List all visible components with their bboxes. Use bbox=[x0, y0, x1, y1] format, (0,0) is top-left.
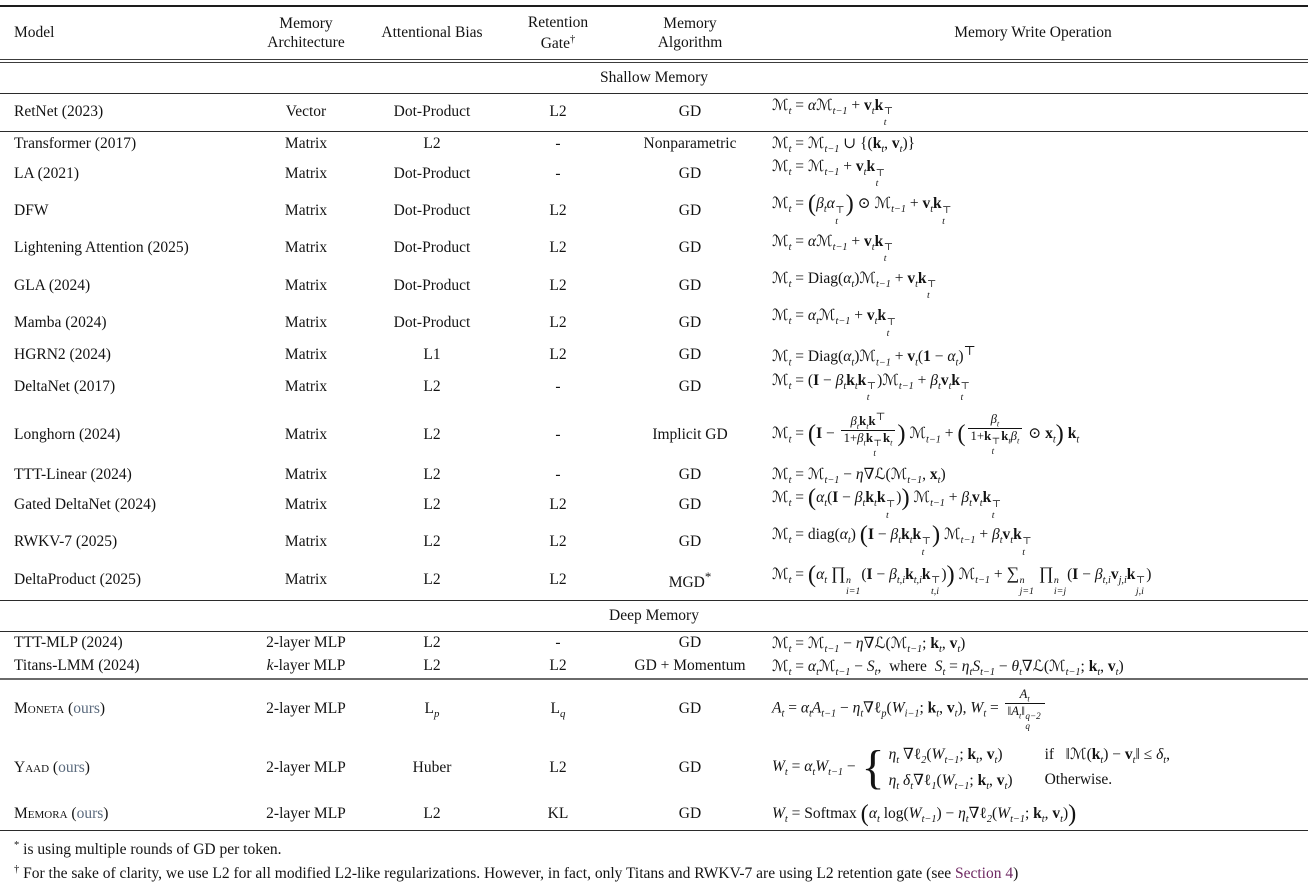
col-header-memory-write-operation: Memory Write Operation bbox=[954, 24, 1112, 42]
retention-gate-cell: L2 bbox=[549, 313, 567, 331]
memory-algorithm-cell: Implicit GD bbox=[652, 425, 728, 443]
attentional-bias-cell: Dot-Product bbox=[393, 276, 471, 294]
retention-gate-cell: - bbox=[555, 425, 561, 443]
memory-algorithm-cell: GD bbox=[678, 700, 702, 718]
retention-gate-cell: L2 bbox=[549, 103, 567, 121]
attentional-bias-cell: L2 bbox=[423, 378, 441, 396]
memory-architecture-cell: Matrix bbox=[284, 345, 328, 363]
model-cell: TTT-MLP (2024) bbox=[14, 634, 123, 652]
table-row bbox=[0, 463, 1308, 486]
memory-write-operation-cell: ℳ$_t$ = $\alpha_tℳ_{t-1} - S_t$, where $S_t = \eta_tS_{t-1}$ − $\theta_t\nabla ℒ(ℳ_{t-1}$; $k_t$, $v_t$) bbox=[772, 657, 1124, 679]
memory-architecture-cell: Matrix bbox=[284, 465, 328, 483]
col-header-memory-architecture: Memory Architecture bbox=[267, 14, 345, 52]
section-title: Shallow Memory bbox=[599, 68, 709, 86]
table-row bbox=[0, 738, 1308, 797]
table-header bbox=[0, 6, 1308, 61]
memory-algorithm-cell: GD + Momentum bbox=[634, 657, 746, 675]
memory-algorithm-cell: GD bbox=[678, 103, 702, 121]
table-row bbox=[0, 230, 1308, 267]
model-cell: RWKV-7 (2025) bbox=[14, 533, 118, 551]
attentional-bias-cell: Huber bbox=[412, 758, 452, 776]
memory-architecture-cell: Matrix bbox=[284, 425, 328, 443]
model-cell: TTT-Linear (2024) bbox=[14, 465, 132, 483]
table-row bbox=[0, 406, 1308, 463]
memory-architecture-cell: Matrix bbox=[284, 134, 328, 152]
memory-write-operation-cell: ℳ$_t$ = $Diag(\alpha_t)ℳ_{t-1} + v_tk$ ⊤ t bbox=[772, 269, 937, 302]
table-row bbox=[0, 631, 1308, 655]
memory-write-operation-cell: ℳ$_t$ = ($\alpha_t$ ∏ n i=1 ($I - \beta_{t,i}k_{t,i}k$ ⊤ t,i )) ℳ$_{t-1}$ + ∑ n j=1 ∏ n i=j ($I - \beta_{t,i}v_{j,i}k$ ⊤ j,i ) bbox=[772, 560, 1152, 598]
memory-write-operation-cell: $W_t = \alpha_tW_{t-1}$ − { $\eta_t$ $\nabla\ell_2(W_{t-1}$; $k_t$, $v_t$) if $‖ℳ(k_t)$ − $v_t‖ \le \delta_t$, $\eta_t$ $\delta_t\nabla\ell_1(W_{t-1}$; $k_t$, $v_t$) Otherwise. bbox=[772, 740, 1171, 794]
memory-architecture-cell: Matrix bbox=[284, 571, 328, 589]
model-cell: Lightening Attention (2025) bbox=[14, 239, 189, 257]
table-row bbox=[0, 655, 1308, 679]
attentional-bias-cell: L2 bbox=[423, 804, 441, 822]
memory-write-operation-cell: $A_t = \alpha_tA_{t-1}$ − $\eta_t\nabla\ell_p(W_{i-1}$; $k_t$, $v_t$), $W_t$ = $A_t$ $‖A_t‖$ q−2 q bbox=[758, 679, 1308, 738]
memory-architecture-cell: Matrix bbox=[284, 239, 328, 257]
retention-gate-cell: - bbox=[555, 164, 561, 182]
section bbox=[0, 600, 1308, 631]
memory-write-operation-cell: ℳ$_t$ = $diag(\alpha_t) (I - \beta_tk_tk$ ⊤ t ) ℳ$_{t-1}$ + $\beta_tv_tk$ ⊤ t bbox=[772, 521, 1032, 558]
memory-architecture-cell: Vector bbox=[285, 103, 327, 121]
attentional-bias-cell: L2 bbox=[423, 134, 441, 152]
attentional-bias-cell: L1 bbox=[423, 345, 441, 363]
memory-models-table bbox=[0, 5, 1308, 831]
memory-write-operation-cell: ℳ$_t$ = ($\alpha_t(I - \beta_tk_tk$ ⊤ t )) ℳ$_{t-1}$ + $\beta_tv_tk$ ⊤ t bbox=[772, 484, 1002, 521]
attentional-bias-cell: Dot-Product bbox=[393, 313, 471, 331]
memory-architecture-cell: Matrix bbox=[284, 164, 328, 182]
attentional-bias-cell: L2 bbox=[423, 657, 441, 675]
attentional-bias-cell: L2 bbox=[423, 634, 441, 652]
section-4-link[interactable]: Section 4 bbox=[955, 865, 1014, 883]
table-row bbox=[0, 304, 1308, 341]
model-cell: LA (2021) bbox=[14, 164, 80, 182]
memory-write-operation-cell: ℳ$_t$ = (I − $\beta_tk_tk^⊤$ $1+\beta_tk$ ⊤ t $k_t$ ) ℳ$_{t-1}$ + ( $\beta_t$ 1+k ⊤ t $k_t\beta_t$ ⊙ $x_t$) $k_t$ bbox=[772, 411, 1080, 459]
header-row bbox=[0, 6, 1308, 61]
model-cell: HGRN2 (2024) bbox=[14, 345, 111, 363]
attentional-bias-cell: Dot-Product bbox=[393, 103, 471, 121]
retention-gate-cell: - bbox=[555, 134, 561, 152]
footnote-dagger: † For the sake of clarity, we use L2 for all modified L2-like regularizations. However, in fact, only Titans and RWKV-7 are using L2 retention gate (see Section 4) bbox=[14, 864, 1019, 883]
memory-algorithm-cell: GD bbox=[678, 533, 702, 551]
retention-gate-cell: L2 bbox=[549, 533, 567, 551]
retention-gate-cell: L2 bbox=[549, 758, 567, 776]
table-row bbox=[0, 93, 1308, 131]
memory-write-operation-cell: ℳ$_t$ = αℳ$_{t-1}$ + $v_tk$ ⊤ t bbox=[772, 96, 894, 129]
memory-write-operation-cell: ℳ$_t$ = ℳ$_{t-1}$ ∪ {($k_t$, $v_t$)} bbox=[772, 135, 916, 156]
memory-write-operation-cell: ℳ$_t$ = $Diag(\alpha_t)ℳ_{t-1} + v_t(1 - \alpha_t)^⊤$ bbox=[772, 343, 976, 369]
retention-gate-cell: L2 bbox=[549, 201, 567, 219]
memory-architecture-cell: k-layer MLP bbox=[266, 657, 346, 675]
memory-algorithm-cell: GD bbox=[678, 758, 702, 776]
model-cell: Memora (ours) bbox=[14, 804, 109, 822]
attentional-bias-cell: L2 bbox=[423, 425, 441, 443]
model-cell: Mamba (2024) bbox=[14, 313, 107, 331]
retention-gate-cell: - bbox=[555, 378, 561, 396]
section-header-row bbox=[0, 61, 1308, 94]
model-cell: GLA (2024) bbox=[14, 276, 91, 294]
attentional-bias-cell: $L_p$ bbox=[424, 700, 440, 721]
memory-algorithm-cell: GD bbox=[678, 313, 702, 331]
section-title: Deep Memory bbox=[609, 606, 699, 624]
row-group bbox=[0, 631, 1308, 679]
row-group bbox=[0, 132, 1308, 601]
model-cell: DeltaNet (2017) bbox=[14, 378, 116, 396]
retention-gate-cell: L2 bbox=[549, 239, 567, 257]
footnote-star: * is using multiple rounds of GD per token. bbox=[14, 840, 282, 859]
memory-write-operation-cell: $W_t$ = Softmax ($\alpha_t$ $\log(W_{t-1})$ − $\eta_t\nabla\ell_2(W_{t-1}$; $k_t$, $v_t$)) bbox=[772, 800, 1077, 828]
model-cell: DeltaProduct (2025) bbox=[14, 571, 141, 589]
attentional-bias-cell: Dot-Product bbox=[393, 164, 471, 182]
memory-architecture-cell: 2-layer MLP bbox=[266, 634, 346, 652]
memory-algorithm-cell: GD bbox=[678, 345, 702, 363]
col-header-retention-gate: Retention Gate† bbox=[527, 14, 589, 52]
model-cell: Transformer (2017) bbox=[14, 134, 137, 152]
model-cell: Yaad (ours) bbox=[14, 758, 90, 776]
col-header-model: Model bbox=[14, 24, 55, 42]
col-header-memory-algorithm: Memory Algorithm bbox=[657, 14, 723, 52]
retention-gate-cell: L2 bbox=[549, 276, 567, 294]
retention-gate-cell: $L_q$ bbox=[550, 700, 566, 721]
memory-architecture-cell: Matrix bbox=[284, 378, 328, 396]
table-row bbox=[0, 369, 1308, 406]
attentional-bias-cell: Dot-Product bbox=[393, 239, 471, 257]
table-row bbox=[0, 341, 1308, 368]
memory-architecture-cell: Matrix bbox=[284, 276, 328, 294]
table-row bbox=[0, 561, 1308, 601]
memory-write-operation-cell: ℳ$_t$ = ($I - \beta_tk_tk$ ⊤ t )ℳ$_{t-1}$ + $\beta_tv_tk$ ⊤ t bbox=[772, 371, 970, 403]
model-cell: RetNet (2023) bbox=[14, 103, 104, 121]
table-row bbox=[0, 267, 1308, 304]
memory-write-operation-cell: ℳ$_t$ = αℳ$_{t-1}$ + $v_tk$ ⊤ t bbox=[772, 232, 894, 264]
model-cell: Longhorn (2024) bbox=[14, 425, 121, 443]
memory-write-operation-cell: ℳ$_t$ = ℳ$_{t-1}$ − η∇ℒ(ℳ$_{t-1}$; $k_t$, $v_t$) bbox=[772, 634, 966, 656]
col-header-attentional-bias: Attentional Bias bbox=[381, 24, 483, 42]
model-cell: Gated DeltaNet (2024) bbox=[14, 495, 157, 513]
retention-gate-cell: L2 bbox=[549, 495, 567, 513]
row-group bbox=[0, 679, 1308, 831]
memory-algorithm-cell: GD bbox=[678, 378, 702, 396]
memory-algorithm-cell: GD bbox=[678, 465, 702, 483]
retention-gate-cell: - bbox=[555, 634, 561, 652]
memory-architecture-cell: Matrix bbox=[284, 533, 328, 551]
table-row bbox=[0, 192, 1308, 229]
memory-algorithm-cell: MGD* bbox=[668, 568, 712, 591]
model-cell: DFW bbox=[14, 201, 49, 219]
model-cell: Titans-LMM (2024) bbox=[14, 657, 140, 675]
table-row bbox=[0, 523, 1308, 560]
attentional-bias-cell: Dot-Product bbox=[393, 201, 471, 219]
table-row bbox=[0, 155, 1308, 192]
retention-gate-cell: L2 bbox=[549, 657, 567, 675]
row-group bbox=[0, 93, 1308, 131]
memory-architecture-cell: 2-layer MLP bbox=[266, 758, 346, 776]
table-row bbox=[0, 132, 1308, 156]
attentional-bias-cell: L2 bbox=[423, 465, 441, 483]
memory-algorithm-cell: GD bbox=[678, 495, 702, 513]
memory-algorithm-cell: GD bbox=[678, 804, 702, 822]
memory-architecture-cell: 2-layer MLP bbox=[266, 804, 346, 822]
memory-algorithm-cell: GD bbox=[678, 164, 702, 182]
section bbox=[0, 61, 1308, 94]
table-row bbox=[0, 797, 1308, 831]
memory-write-operation-cell: ℳ$_t$ = $\alpha_tℳ_{t-1} + v_tk$ ⊤ t bbox=[772, 307, 896, 339]
memory-algorithm-cell: GD bbox=[678, 276, 702, 294]
memory-algorithm-cell: GD bbox=[678, 634, 702, 652]
memory-algorithm-cell: Nonparametric bbox=[643, 134, 737, 152]
retention-gate-cell: L2 bbox=[549, 345, 567, 363]
memory-algorithm-cell: GD bbox=[678, 201, 702, 219]
memory-architecture-cell: Matrix bbox=[284, 313, 328, 331]
retention-gate-cell: L2 bbox=[549, 571, 567, 589]
attentional-bias-cell: L2 bbox=[423, 495, 441, 513]
memory-algorithm-cell: GD bbox=[678, 239, 702, 257]
section-header-row bbox=[0, 600, 1308, 631]
memory-write-operation-cell: ℳ$_t$ = ℳ$_{t-1}$ − η∇ℒ(ℳ$_{t-1}$, $x_t$) bbox=[772, 466, 946, 487]
attentional-bias-cell: L2 bbox=[423, 533, 441, 551]
memory-architecture-cell: Matrix bbox=[284, 201, 328, 219]
table-row bbox=[0, 679, 1308, 738]
memory-write-operation-cell: ℳ$_t$ = ($\beta_t\alpha$ ⊤ t ) ⊙ ℳ$_{t-1}$ + $v_tk$ ⊤ t bbox=[772, 190, 952, 227]
model-cell: Moneta (ours) bbox=[14, 700, 106, 718]
memory-architecture-cell: 2-layer MLP bbox=[266, 700, 346, 718]
retention-gate-cell: - bbox=[555, 465, 561, 483]
attentional-bias-cell: L2 bbox=[423, 571, 441, 589]
table-row bbox=[0, 486, 1308, 523]
memory-architecture-cell: Matrix bbox=[284, 495, 328, 513]
retention-gate-cell: KL bbox=[547, 804, 569, 822]
memory-write-operation-cell: ℳ$_t$ = ℳ$_{t-1}$ + $v_tk$ ⊤ t bbox=[772, 158, 885, 190]
